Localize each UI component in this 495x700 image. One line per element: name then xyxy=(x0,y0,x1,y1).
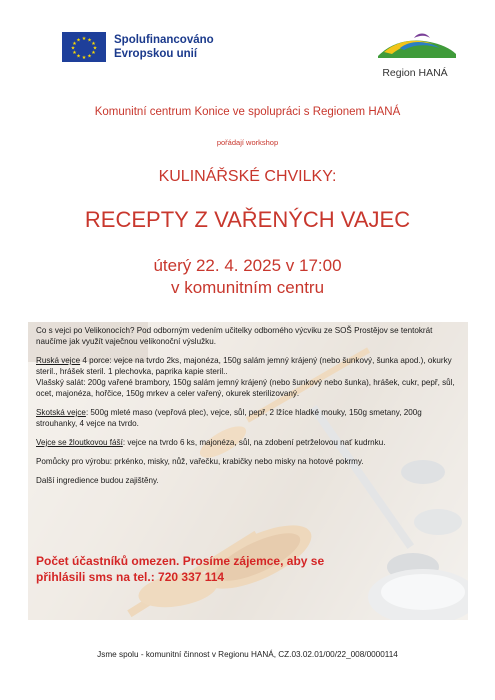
skotska-vejce-label: Skotská vejce xyxy=(36,408,86,417)
eu-cofinancing-logo xyxy=(62,32,214,62)
eu-text-line2: Evropskou unií xyxy=(114,48,198,60)
svg-text:★: ★ xyxy=(76,53,81,60)
vejce-zloutek-paragraph xyxy=(36,437,456,448)
ingredience-paragraph: Další ingredience budou zajištěny. xyxy=(36,476,159,485)
workshop-heading: KULINÁŘSKÉ CHVILKY: xyxy=(158,168,337,185)
registration-line2: přihlásili sms na tel.: 720 337 114 xyxy=(36,570,225,584)
organizer-line: Komunitní centrum Konice ve spolupráci s Regionem HANÁ xyxy=(94,106,401,118)
skotska-vejce-text: : 500g mleté maso (vepřová plec), vejce, sůl, pepř, 2 lžíce hladké mouky, 150g smetany, 200g strouhanky, 4 vejce na tvrdo. xyxy=(36,408,422,428)
region-hana-text: Region HANÁ xyxy=(382,67,448,79)
svg-text:★: ★ xyxy=(72,50,77,56)
svg-text:★: ★ xyxy=(91,50,96,56)
svg-text:★: ★ xyxy=(70,45,76,52)
svg-text:★: ★ xyxy=(72,41,77,47)
region-hana-logo xyxy=(370,30,460,79)
eu-flag-icon xyxy=(62,32,106,62)
registration-notice xyxy=(36,553,456,585)
svg-text:★: ★ xyxy=(92,45,98,52)
region-hana-logo-icon xyxy=(370,30,460,60)
vejce-zloutek-label: Vejce se žloutkovou fáší xyxy=(36,438,123,447)
ruska-vejce-text: 4 porce: vejce na tvrdo 2ks, majonéza, 150g salám jemný krájený (nebo šunkový, šunka apod.), okurky steril., hrášek steril. 1 plechovka, paprika kapie steril.. xyxy=(36,356,452,376)
event-place: v komunitním centru xyxy=(170,278,325,297)
svg-text:★: ★ xyxy=(81,55,87,61)
vejce-zloutek-text: : vejce na tvrdo 6 ks, majonéza, sůl, na zdobení petrželovou nať kudrnku. xyxy=(122,438,386,447)
svg-text:★: ★ xyxy=(91,41,96,47)
pomucky-paragraph: Pomůcky pro výrobu: prkénko, misky, nůž, vařečku, krabičky nebo misky na hotové pokrmy. xyxy=(36,457,364,466)
recipe-description xyxy=(36,325,456,494)
ruska-vejce-label: Ruská vejce xyxy=(36,356,81,365)
ruska-vejce-paragraph xyxy=(36,355,456,377)
registration-line1: Počet účastníků omezen. Prosíme zájemce, aby se xyxy=(36,554,325,568)
intro-paragraph: Co s vejci po Velikonocích? Pod odborným vedením učitelky odborného výcviku ze SOŠ Prostějov se tentokrát naučíme jak využít vaječnou velikonoční výslužku. xyxy=(36,326,433,346)
svg-text:★: ★ xyxy=(81,36,87,42)
main-title: RECEPTY Z VAŘENÝCH VAJEC xyxy=(84,207,411,232)
svg-text:★: ★ xyxy=(87,53,92,60)
event-date-place xyxy=(0,255,495,299)
svg-text:★: ★ xyxy=(87,37,92,44)
svg-text:★: ★ xyxy=(76,37,81,44)
vlassky-salat-paragraph: Vlašský salát: 200g vařené brambory, 150g salám jemný krájený (nebo šunkový nebo šunka), hrášek, cukr, pepř, sůl, ocet, majonéza, hořčice, 150g mrkev a celer vařený, okurek sterilizovaný. xyxy=(36,378,455,398)
footer-project-info: Jsme spolu - komunitní činnost v Regionu HANÁ, CZ.03.02.01/00/22_008/0000114 xyxy=(97,650,398,659)
eu-text-line1: Spolufinancováno xyxy=(114,34,214,46)
event-date: úterý 22. 4. 2025 v 17:00 xyxy=(153,256,342,275)
subtitle: pořádají workshop xyxy=(216,138,279,147)
skotska-vejce-paragraph xyxy=(36,407,456,429)
